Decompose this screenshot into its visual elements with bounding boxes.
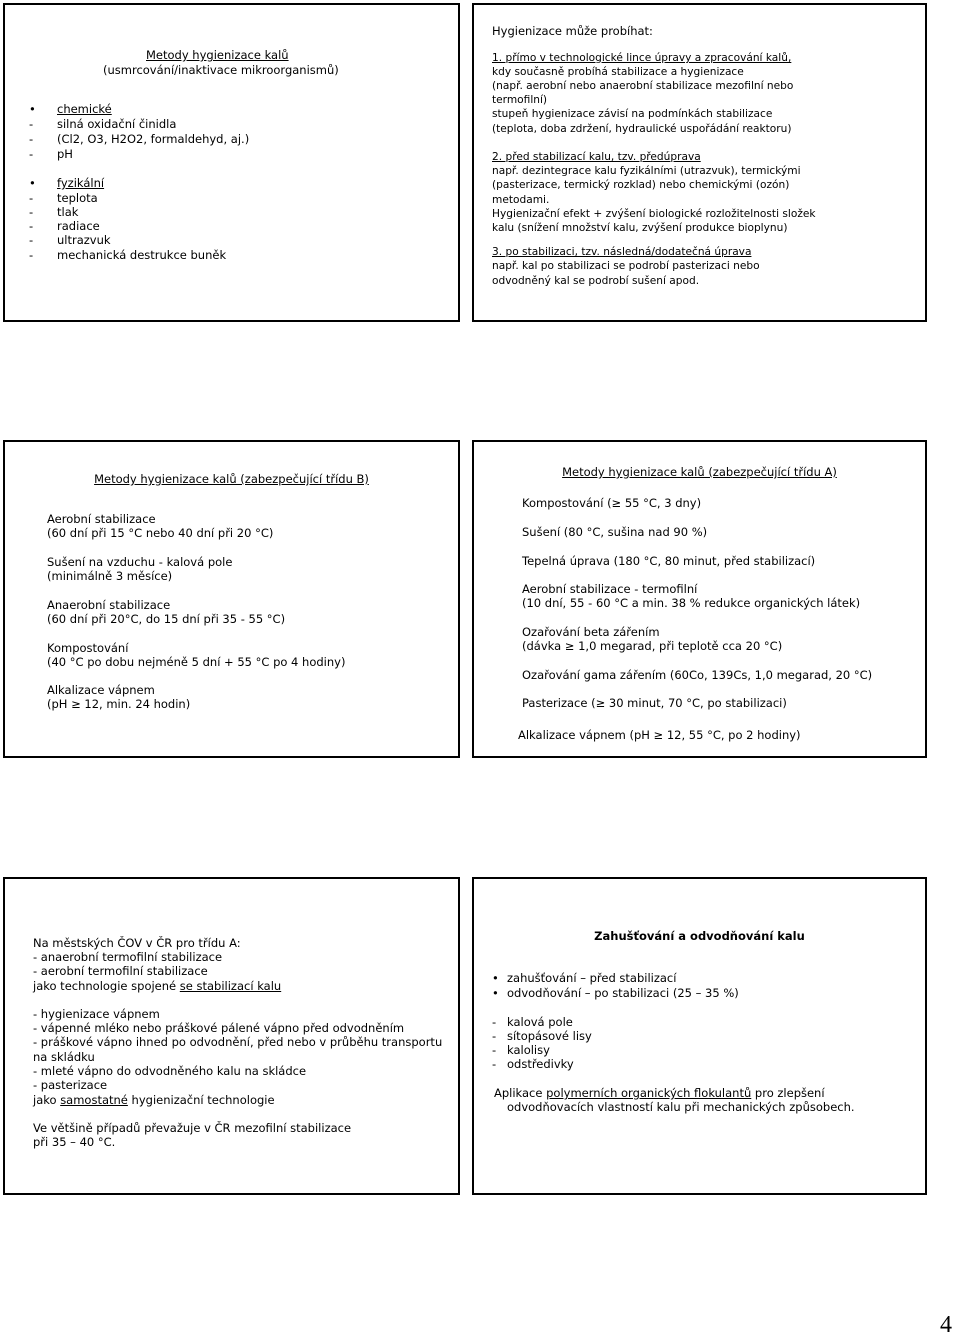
slide4-title: Metody hygienizace kalů (zabezpečující třídu A) <box>562 465 837 479</box>
bullet: • <box>492 986 499 1000</box>
stage1-text: stupeň hygienizace závisí na podmínkách stabilizace <box>492 108 773 120</box>
class-a-line: (dávka ≥ 1,0 megarad, při teplotě cca 20 °C) <box>522 639 783 653</box>
page-number: 4 <box>940 1312 952 1338</box>
class-b-line: (60 dní při 15 °C nebo 40 dní při 20 °C) <box>47 526 274 540</box>
dash-item: sítopásové lisy <box>507 1029 592 1043</box>
bullet-chem: • <box>29 102 36 116</box>
wwtp-line: - vápenné mléko nebo práškové pálené vápno před odvodněním <box>33 1021 405 1035</box>
class-a-line: Ozařování gama zářením (60Co, 139Cs, 1,0 megarad, 20 °C) <box>522 668 873 682</box>
dash: - <box>492 1015 497 1029</box>
flocculant-line <box>494 1086 825 1100</box>
underlined-text: samostatné <box>60 1093 128 1107</box>
slide-czech-wwtp-class-a <box>3 877 460 1195</box>
slide-class-a-methods <box>472 440 927 758</box>
dash-item: odstředivky <box>507 1057 574 1071</box>
wwtp-line: - pasterizace <box>33 1078 108 1092</box>
class-b-line: (60 dní při 20°C, do 15 dní při 35 - 55 °C) <box>47 612 286 626</box>
class-a-line: Ozařování beta zářením <box>522 625 660 639</box>
class-b-line: (minimálně 3 měsíce) <box>47 569 173 583</box>
wwtp-line: při 35 – 40 °C. <box>33 1135 116 1149</box>
dash: - <box>29 191 34 205</box>
stage1-text: (např. aerobní nebo anaerobní stabilizace mezofilní nebo <box>492 80 794 92</box>
stage2-text: Hygienizační efekt + zvýšení biologické rozložitelnosti složek <box>492 208 816 220</box>
class-a-line: (10 dní, 55 - 60 °C a min. 38 % redukce organických látek) <box>522 596 861 610</box>
chem-heading: chemické <box>57 102 112 116</box>
stage1-text: (teplota, doba zdržení, hydraulické uspořádání reaktoru) <box>492 123 792 135</box>
slide3-title: Metody hygienizace kalů (zabezpečující třídu B) <box>94 472 369 486</box>
class-b-line: Aerobní stabilizace <box>47 512 156 526</box>
wwtp-line <box>33 979 281 993</box>
wwtp-line: na skládku <box>33 1050 95 1064</box>
wwtp-line <box>33 1093 275 1107</box>
dash: - <box>492 1057 497 1071</box>
class-a-line: Sušení (80 °C, sušina nad 90 %) <box>522 525 708 539</box>
dash: - <box>492 1043 497 1057</box>
wwtp-line: - práškové vápno ihned po odvodnění, před nebo v průběhu transportu <box>33 1035 443 1049</box>
slide-hygienization-methods <box>3 3 460 322</box>
stage1-title: 1. přímo v technologické lince úpravy a zpracování kalů, <box>492 52 792 64</box>
text-fragment: hygienizační technologie <box>127 1093 275 1107</box>
phys-item: ultrazvuk <box>57 233 111 247</box>
dash: - <box>29 233 34 247</box>
slide-hygienization-stages <box>472 3 927 322</box>
slide-class-b-methods <box>3 440 460 758</box>
phys-item: teplota <box>57 191 98 205</box>
wwtp-line: - aerobní termofilní stabilizace <box>33 964 208 978</box>
stage2-title: 2. před stabilizací kalu, tzv. předúprava <box>492 151 701 163</box>
chem-item: (Cl2, O3, H2O2, formaldehyd, aj.) <box>57 132 250 146</box>
class-a-line: Alkalizace vápnem (pH ≥ 12, 55 °C, po 2 hodiny) <box>518 728 801 742</box>
underlined-text: polymerních organických flokulantů <box>546 1086 752 1100</box>
stage2-text: (pasterizace, termický rozklad) nebo chemickými (ozón) <box>492 179 790 191</box>
dash: - <box>29 205 34 219</box>
dash: - <box>29 117 34 131</box>
underlined-text: se stabilizací kalu <box>179 979 282 993</box>
bullet-phys: • <box>29 176 36 190</box>
class-a-line: Pasterizace (≥ 30 minut, 70 °C, po stabilizaci) <box>522 696 787 710</box>
class-b-line: Alkalizace vápnem <box>47 683 155 697</box>
slide1-subtitle: (usmrcování/inaktivace mikroorganismů) <box>103 63 339 77</box>
text-fragment: Aplikace <box>494 1086 547 1100</box>
slide1-title: Metody hygienizace kalů <box>146 48 289 62</box>
class-b-line: Anaerobní stabilizace <box>47 598 171 612</box>
wwtp-line: - mleté vápno do odvodněného kalu na skládce <box>33 1064 307 1078</box>
dash: - <box>29 248 34 262</box>
class-b-line: Kompostování <box>47 641 129 655</box>
stage1-text: termofilní) <box>492 94 548 106</box>
stage3-text: odvodněný kal se podrobí sušení apod. <box>492 275 700 287</box>
class-b-line: (pH ≥ 12, min. 24 hodin) <box>47 697 191 711</box>
stage1-text: kdy současně probíhá stabilizace a hygienizace <box>492 66 744 78</box>
text-fragment: jako technologie spojené <box>33 979 180 993</box>
class-b-line: Sušení na vzduchu - kalová pole <box>47 555 233 569</box>
wwtp-line: - hygienizace vápnem <box>33 1007 160 1021</box>
dash: - <box>492 1029 497 1043</box>
phys-heading: fyzikální <box>57 176 105 190</box>
dash-item: kalová pole <box>507 1015 573 1029</box>
dash: - <box>29 132 34 146</box>
slide-thickening-dewatering <box>472 877 927 1195</box>
slide2-heading: Hygienizace může probíhat: <box>492 24 653 38</box>
wwtp-line: Ve většině případů převažuje v ČR mezofilní stabilizace <box>33 1121 352 1135</box>
chem-item: silná oxidační činidla <box>57 117 177 131</box>
class-a-line: Tepelná úprava (180 °C, 80 minut, před stabilizací) <box>522 554 816 568</box>
phys-item: radiace <box>57 219 100 233</box>
class-b-line: (40 °C po dobu nejméně 5 dní + 55 °C po 4 hodiny) <box>47 655 346 669</box>
class-a-line: Kompostování (≥ 55 °C, 3 dny) <box>522 496 702 510</box>
chem-item: pH <box>57 147 73 161</box>
bullet-item: odvodňování – po stabilizaci (25 – 35 %) <box>507 986 739 1000</box>
stage2-text: metodami. <box>492 194 550 206</box>
stage3-text: např. kal po stabilizaci se podrobí pasterizaci nebo <box>492 260 760 272</box>
text-fragment: jako <box>33 1093 61 1107</box>
dash: - <box>29 147 34 161</box>
slide6-title: Zahušťování a odvodňování kalu <box>594 929 805 943</box>
stage3-title: 3. po stabilizaci, tzv. následná/dodatečná úprava <box>492 246 752 258</box>
text-fragment: pro zlepšení <box>751 1086 825 1100</box>
wwtp-line: - anaerobní termofilní stabilizace <box>33 950 223 964</box>
wwtp-line: Na městských ČOV v ČR pro třídu A: <box>33 936 241 950</box>
flocculant-line: odvodňovacích vlastností kalu při mechanických způsobech. <box>507 1100 855 1114</box>
bullet: • <box>492 971 499 985</box>
bullet-item: zahušťování – před stabilizací <box>507 971 677 985</box>
phys-item: mechanická destrukce buněk <box>57 248 227 262</box>
dash-item: kalolisy <box>507 1043 550 1057</box>
stage2-text: kalu (snížení množství kalu, zvýšení produkce bioplynu) <box>492 222 788 234</box>
class-a-line: Aerobní stabilizace - termofilní <box>522 582 698 596</box>
dash: - <box>29 219 34 233</box>
stage2-text: např. dezintegrace kalu fyzikálními (utrazvuk), termickými <box>492 165 801 177</box>
phys-item: tlak <box>57 205 79 219</box>
